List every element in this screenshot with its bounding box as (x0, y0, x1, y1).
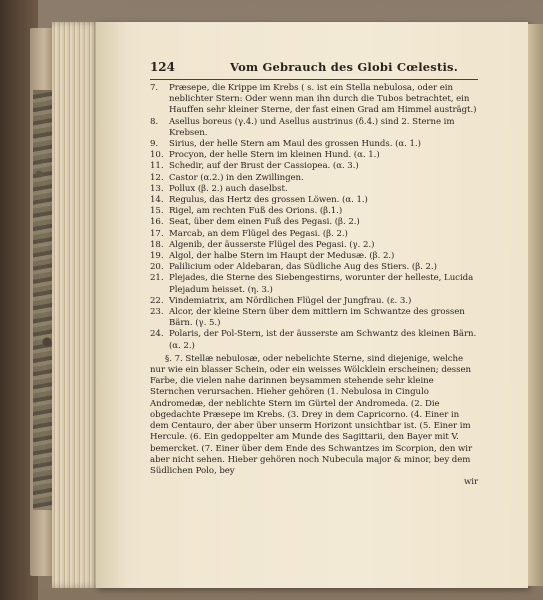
list-item (150, 296, 478, 307)
entry-number: 10. (150, 150, 164, 161)
list-item (150, 173, 478, 184)
entry-text: Seat, über dem einen Fuß des Pegasi. (β. 2.) (169, 217, 360, 228)
entry-text: Vindemiatrix, am Nördlichen Flügel der Jungfrau. (ε. 3.) (169, 295, 412, 306)
list-item (150, 195, 478, 206)
list-item (150, 117, 478, 139)
entry-text: Procyon, der helle Stern im kleinen Hund. (α. 1.) (169, 150, 380, 161)
entry-number: 20. (150, 262, 164, 273)
entry-number: 9. (150, 139, 159, 150)
running-header (150, 62, 478, 80)
entry-text: Asellus boreus (γ.4.) und Asellus austrinus (δ.4.) sind 2. Sterne im Krebsen. (169, 116, 455, 138)
list-item (150, 139, 478, 150)
entry-number: 7. (150, 83, 159, 93)
entry-text: Præsepe, die Krippe im Krebs ( s. ist ein Stella nebulosa, oder ein neblichter Stern: Oder wenn man ihn durch die Tubos betrachtet, ein Hauffen sehr kleiner Sterne, der fast einen Grad am Himmel austrägt.) (169, 83, 477, 116)
entry-number: 12. (150, 172, 164, 183)
entry-text: Regulus, das Hertz des grossen Löwen. (α. 1.) (169, 195, 368, 206)
entry-number: 11. (150, 161, 164, 172)
list-item (150, 83, 478, 117)
entry-number: 17. (150, 228, 164, 239)
entry-text: Pollux (β. 2.) auch daselbst. (169, 183, 288, 194)
entry-number: 13. (150, 183, 164, 194)
entry-number: 8. (150, 116, 159, 127)
entry-number: 19. (150, 251, 164, 262)
list-item (150, 262, 478, 273)
entry-number: 18. (150, 239, 164, 250)
entry-number: 23. (150, 307, 164, 318)
page-edges-left (52, 22, 102, 588)
list-item (150, 273, 478, 295)
entry-text: Marcab, an dem Flügel des Pegasi. (β. 2.) (169, 228, 348, 239)
list-item (150, 329, 478, 351)
running-title: Vom Gebrauch des Globi Cœlestis. (230, 60, 458, 74)
list-item (150, 240, 478, 251)
entry-number: 22. (150, 295, 164, 306)
section-paragraph: §. 7. Stellæ nebulosæ, oder nebelichte Sterne, sind diejenige, welche nur wie ein blasser Schein, oder ein weisses Wölcklein erscheinen; dessen Farbe, die vielen nahe darinnen beysammen stehende sehr kleine Sternchen verursachen. Hieher gehören (1. Nebulosa in Cingulo Andromedæ, der neblichte Stern im Gürtel der Andromeda. (2. Die obgedachte Præsepe im Krebs. (3. Drey in dem Capricorno. (4. Einer in dem Centauro, der aber über unserm Horizont unsichtbar ist. (5. Einer im Hercule. (6. Ein gedoppelter am Munde des Sagittarii, den Bayer mit V. bemercket. (7. Einer über dem Ende des Schwantzes im Scorpion, den wir aber nicht sehen. Hieber gehören noch Nubecula major & minor, bey dem Südlichen Polo, bey (150, 353, 473, 476)
entry-text: Castor (α.2.) in den Zwillingen. (169, 172, 304, 183)
list-item (150, 229, 478, 240)
page-edges-right (528, 24, 543, 586)
star-list (150, 83, 478, 352)
entry-number: 21. (150, 273, 164, 284)
list-item (150, 251, 478, 262)
entry-text: Palilicium oder Aldebaran, das Südliche Aug des Stiers. (β. 2.) (169, 262, 437, 273)
list-item (150, 184, 478, 195)
entry-text: Algenib, der äusserste Flügel des Pegasi. (γ. 2.) (169, 239, 375, 250)
catchword: wir (463, 477, 478, 488)
entry-text: Schedir, auf der Brust der Cassiopea. (α. 3.) (169, 161, 359, 172)
entry-number: 16. (150, 217, 164, 228)
list-item (150, 161, 478, 172)
entry-text: Sirius, der helle Stern am Maul des grossen Hunds. (α. 1.) (169, 139, 421, 150)
page-content (150, 62, 478, 488)
entry-number: 14. (150, 195, 164, 206)
list-item (150, 217, 478, 228)
list-item (150, 150, 478, 161)
entry-text: Polaris, der Pol-Stern, ist der äusserste am Schwantz des kleinen Bärn. (α. 2.) (169, 329, 477, 351)
entry-text: Algol, der halbe Stern im Haupt der Medusæ. (β. 2.) (169, 251, 395, 262)
list-item (150, 206, 478, 217)
entry-text: Rigel, am rechten Fuß des Orions. (β.1.) (169, 206, 343, 217)
entry-text: Alcor, der kleine Stern über dem mittlern im Schwantze des grossen Bärn. (γ. 5.) (169, 307, 465, 329)
entry-number: 15. (150, 206, 164, 217)
entry-number: 24. (150, 329, 164, 340)
page-number: 124 (150, 60, 175, 74)
entry-text: Plejades, die Sterne des Siebengestirns, worunter der helleste, Lucida Plejadum heisset. (η. 3.) (169, 273, 474, 295)
list-item (150, 307, 478, 329)
marbled-endpaper (33, 90, 53, 510)
